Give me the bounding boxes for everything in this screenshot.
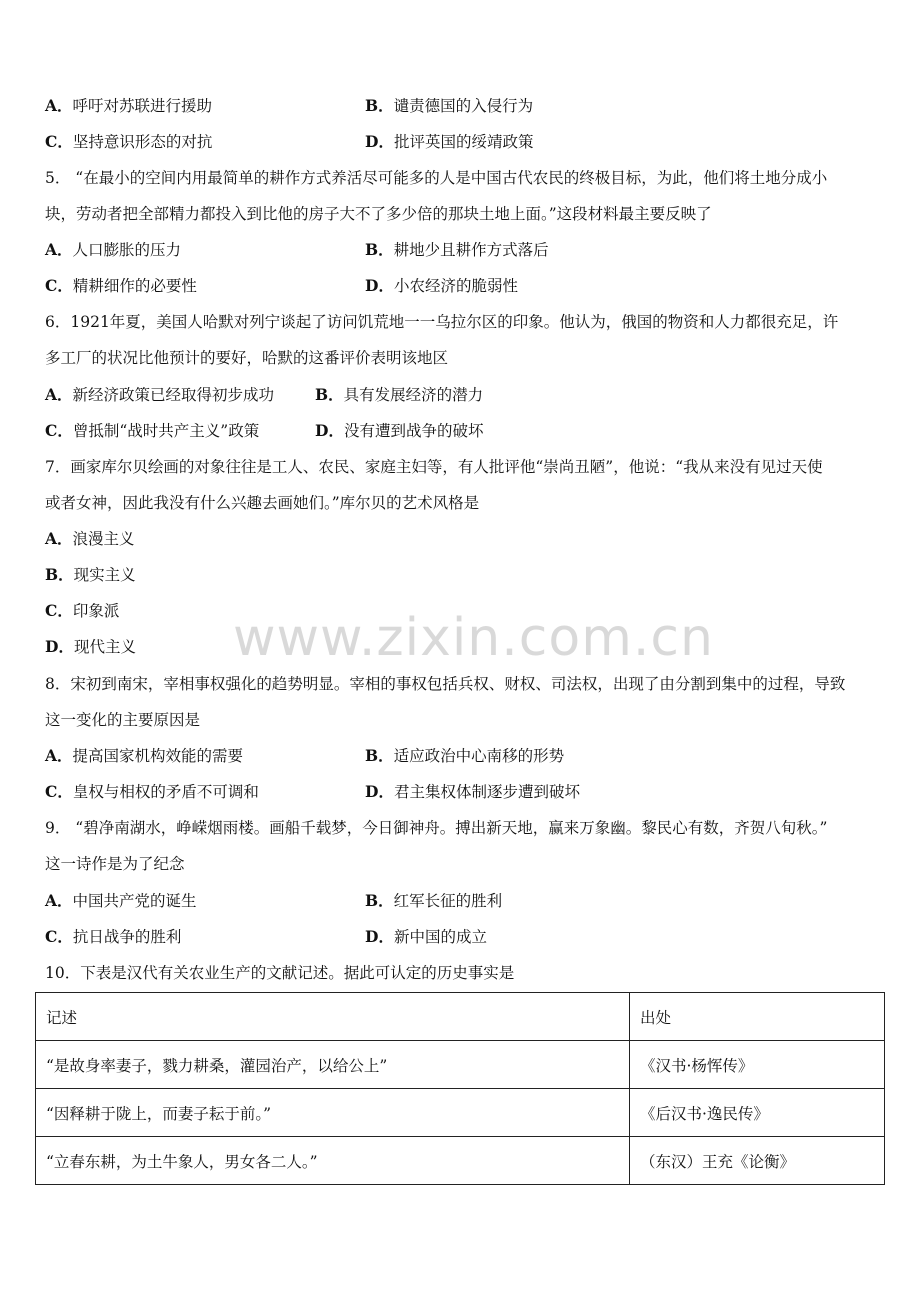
q9-option-d[interactable]: D．新中国的成立 <box>365 927 487 946</box>
q5-option-d[interactable]: D．小农经济的脆弱性 <box>365 276 518 295</box>
q6-option-b[interactable]: B．具有发展经济的潜力 <box>315 385 484 404</box>
q8-option-a[interactable]: A．提高国家机构效能的需要 <box>45 746 244 765</box>
q5-option-b[interactable]: B．耕地少且耕作方式落后 <box>365 240 549 259</box>
q6-option-c[interactable]: C．曾抵制“战时共产主义”政策 <box>45 421 260 440</box>
q9-option-b[interactable]: B．红军长征的胜利 <box>365 891 503 910</box>
q5-stem-line-2: 块，劳动者把全部精力都投入到比他的房子大不了多少倍的那块土地上面。”这段材料最主要反映了 <box>45 205 712 223</box>
q8-stem-line-1: 8．宋初到南宋，宰相事权强化的趋势明显。宰相的事权包括兵权、财权、司法权，出现了由分割到集中的过程，导致 <box>45 675 846 693</box>
q9-stem-line-1: 9． “碧净南湖水，峥嵘烟雨楼。画船千载梦，今日御神舟。搏出新天地，赢来万象幽。黎民心有数，齐贺八旬秋。” <box>45 819 828 837</box>
watermark: www.zixin.com.cn <box>233 608 714 668</box>
q4-option-b[interactable]: B．谴责德国的入侵行为 <box>365 96 534 115</box>
q5-option-row-2 <box>45 276 875 296</box>
table-cell-record: “立春东耕，为土牛象人，男女各二人。” <box>36 1137 630 1185</box>
q6-stem-line-2: 多工厂的状况比他预计的要好，哈默的这番评价表明该地区 <box>45 349 449 367</box>
q8-option-row-2 <box>45 782 875 802</box>
q5-option-row-1 <box>45 240 875 260</box>
q9-option-row-1 <box>45 891 875 911</box>
q6-option-row-1 <box>45 385 875 405</box>
table-header-source: 出处 <box>630 993 885 1041</box>
q4-option-a[interactable]: A．呼吁对苏联进行援助 <box>45 96 213 115</box>
q5-option-a[interactable]: A．人口膨胀的压力 <box>45 240 182 259</box>
q8-option-row-1 <box>45 746 875 766</box>
q5-option-c[interactable]: C．精耕细作的必要性 <box>45 276 197 295</box>
q9-option-row-2 <box>45 927 875 947</box>
q7-stem-line-2: 或者女神，因此我没有什么兴趣去画她们。”库尔贝的艺术风格是 <box>45 494 480 512</box>
q6-option-a[interactable]: A．新经济政策已经取得初步成功 <box>45 385 275 404</box>
table-cell-source: 《后汉书·逸民传》 <box>630 1089 885 1137</box>
q7-option-c[interactable]: C．印象派 <box>45 601 120 620</box>
table-cell-record: “是故身率妻子，戮力耕桑，灌园治产，以给公上” <box>36 1041 630 1089</box>
table-row <box>36 1137 885 1185</box>
table-header-row <box>36 993 885 1041</box>
q4-option-d[interactable]: D．批评英国的绥靖政策 <box>365 132 534 151</box>
q6-option-row-2 <box>45 421 875 441</box>
q8-option-b[interactable]: B．适应政治中心南移的形势 <box>365 746 565 765</box>
table-cell-source: （东汉）王充《论衡》 <box>630 1137 885 1185</box>
q9-option-a[interactable]: A．中国共产党的诞生 <box>45 891 197 910</box>
q7-option-a[interactable]: A．浪漫主义 <box>45 529 135 548</box>
q7-option-d[interactable]: D．现代主义 <box>45 637 136 656</box>
table-cell-source: 《汉书·杨恽传》 <box>630 1041 885 1089</box>
table-cell-record: “因释耕于陇上，而妻子耘于前。” <box>36 1089 630 1137</box>
q7-stem-line-1: 7．画家库尔贝绘画的对象往往是工人、农民、家庭主妇等，有人批评他“崇尚丑陋”，他说：“我从来没有见过天使 <box>45 458 823 476</box>
q4-option-row-2 <box>45 132 875 152</box>
q10-stem: 10．下表是汉代有关农业生产的文献记述。据此可认定的历史事实是 <box>45 964 515 982</box>
q8-stem-line-2: 这一变化的主要原因是 <box>45 711 201 729</box>
table-header-record: 记述 <box>36 993 630 1041</box>
q6-stem-line-1: 6．1921年夏，美国人哈默对列宁谈起了访问饥荒地一一乌拉尔区的印象。他认为，俄国的物资和人力都很充足，许 <box>45 313 839 331</box>
q7-option-b[interactable]: B．现实主义 <box>45 565 136 584</box>
q4-option-row-1 <box>45 96 875 116</box>
q8-option-c[interactable]: C．皇权与相权的矛盾不可调和 <box>45 782 259 801</box>
q4-option-c[interactable]: C．坚持意识形态的对抗 <box>45 132 213 151</box>
source-table <box>35 992 885 1185</box>
q8-option-d[interactable]: D．君主集权体制逐步遭到破坏 <box>365 782 580 801</box>
q9-stem-line-2: 这一诗作是为了纪念 <box>45 855 185 873</box>
q9-option-c[interactable]: C．抗日战争的胜利 <box>45 927 182 946</box>
table-row <box>36 1041 885 1089</box>
q6-option-d[interactable]: D．没有遭到战争的破坏 <box>315 421 484 440</box>
table-row <box>36 1089 885 1137</box>
q5-stem-line-1: 5． “在最小的空间内用最简单的耕作方式养活尽可能多的人是中国古代农民的终极目标，为此，他们将土地分成小 <box>45 169 828 187</box>
